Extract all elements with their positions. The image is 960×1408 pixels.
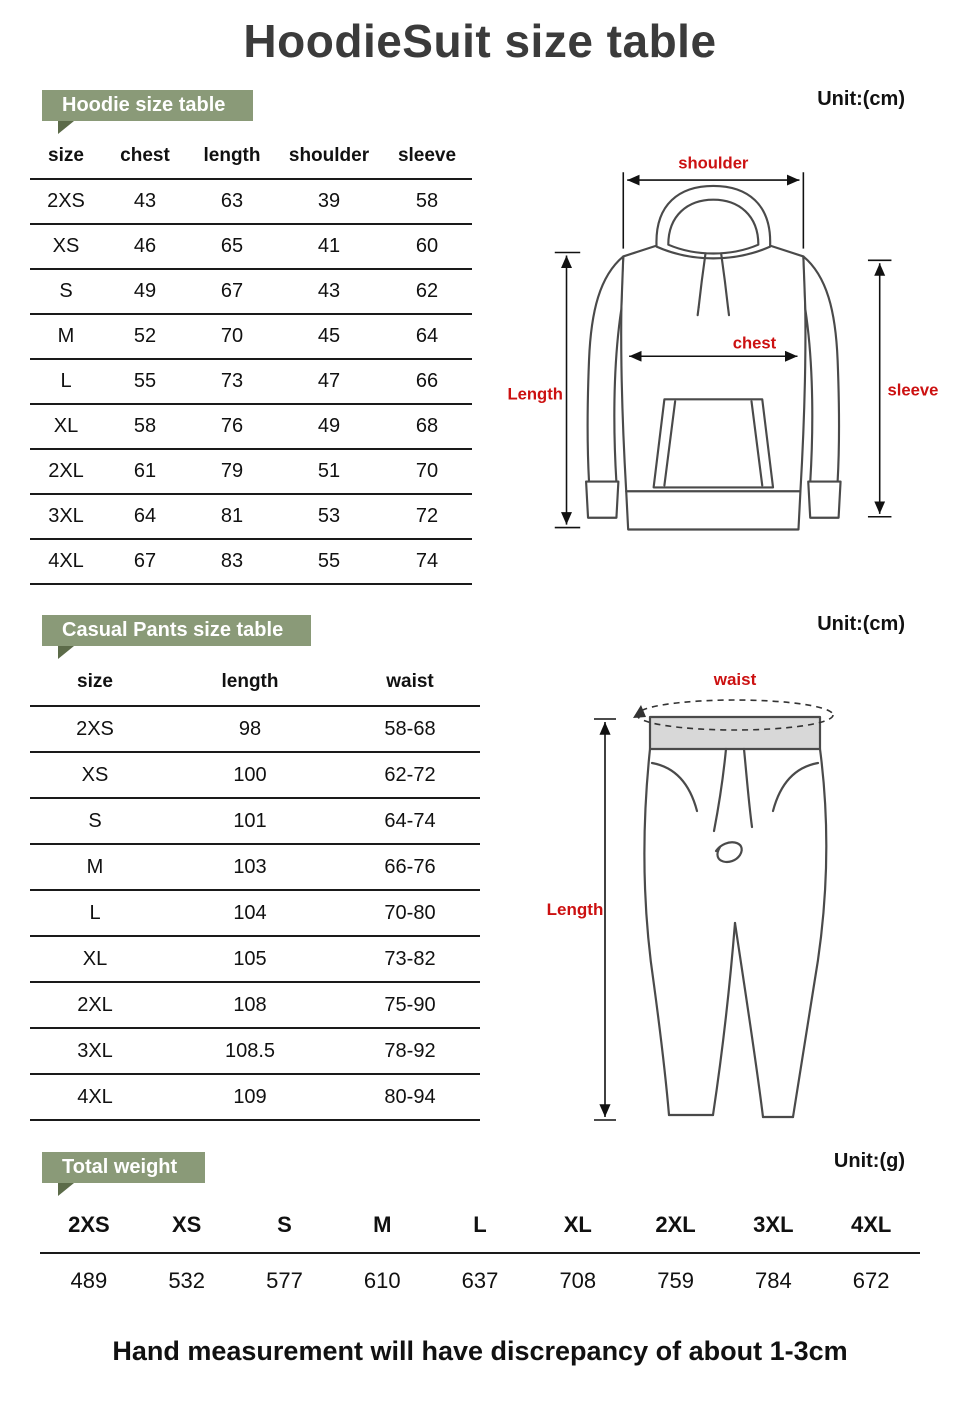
table-cell: 66-76 [340,844,480,890]
table-row [30,494,472,539]
table-cell: 68 [382,404,472,449]
table-cell: 74 [382,539,472,584]
sleeve-label: sleeve [887,380,939,400]
measurement-note: Hand measurement will have discrepancy of about 1-3cm [112,1336,848,1366]
table-cell: 101 [160,798,340,844]
page-title: HoodieSuit size table [243,15,717,67]
table-cell: S [30,798,160,844]
table-row [30,539,472,584]
hoodie-measurement-drawing [498,148,958,588]
table-cell: L [30,359,102,404]
weight-section-badge-label: Total weight [62,1156,178,1178]
hoodie-unit-label: Unit:(cm) [817,88,905,110]
column-header: shoulder [276,133,382,179]
table-row [30,844,480,890]
table-cell: 103 [160,844,340,890]
column-header: size [30,658,160,706]
table-cell: L [30,890,160,936]
table-cell: 60 [382,224,472,269]
table-cell: 51 [276,449,382,494]
table-cell: 67 [102,539,188,584]
table-cell: 100 [160,752,340,798]
table-cell: XL [30,936,160,982]
shoulder-label: shoulder [678,153,749,173]
table-cell: 73 [188,359,276,404]
pants-outline [644,717,826,1117]
hoodie-outline [586,186,840,530]
table-cell: 49 [102,269,188,314]
pants-measurement-drawing [545,665,945,1135]
table-row [30,798,480,844]
table-row [30,359,472,404]
table-cell: 79 [188,449,276,494]
table-cell: 45 [276,314,382,359]
table-row [30,404,472,449]
table-cell: 66 [382,359,472,404]
column-header: size [30,133,102,179]
table-cell: 78-92 [340,1028,480,1074]
chest-label: chest [732,333,777,353]
table-row [30,752,480,798]
table-cell: 104 [160,890,340,936]
weight-value: 784 [755,1268,792,1293]
table-cell: 4XL [30,1074,160,1120]
table-cell: 55 [102,359,188,404]
weight-value: 577 [266,1268,303,1293]
total-weight-table [40,1198,920,1308]
table-cell: 58-68 [340,706,480,752]
table-row [30,179,472,224]
table-cell: XS [30,224,102,269]
size-label: XS [171,1212,202,1237]
table-cell: 109 [160,1074,340,1120]
table-cell: 108.5 [160,1028,340,1074]
column-header: waist [340,658,480,706]
table-cell: XS [30,752,160,798]
hoodie-diagram [498,148,958,593]
weight-value: 672 [852,1268,890,1293]
pants-section-badge-label: Casual Pants size table [62,619,284,641]
table-cell: 64 [382,314,472,359]
table-cell: M [30,314,102,359]
table-row [30,982,480,1028]
table-row [30,1074,480,1120]
size-label: 3XL [753,1212,794,1237]
table-cell: 52 [102,314,188,359]
table-cell: 43 [276,269,382,314]
table-cell: 4XL [30,539,102,584]
length-label: Length [546,900,604,919]
table-cell: 70 [382,449,472,494]
table-row [30,706,480,752]
size-label: 2XS [68,1212,110,1237]
table-cell: 65 [188,224,276,269]
pants-size-table [30,658,480,1121]
table-row [30,269,472,314]
pants-unit-label: Unit:(cm) [817,613,905,635]
table-row [30,1028,480,1074]
weight-value-row [40,1254,920,1308]
column-header: length [160,658,340,706]
table-cell: 81 [188,494,276,539]
table-cell: 62 [382,269,472,314]
table-cell: 64-74 [340,798,480,844]
hoodie-size-table [30,133,472,585]
table-cell: 63 [188,179,276,224]
size-label: L [473,1212,487,1237]
table-cell: 55 [276,539,382,584]
size-label: 2XL [655,1212,696,1237]
table-cell: 83 [188,539,276,584]
weight-value: 637 [461,1268,499,1293]
waist-label: waist [713,670,757,689]
weight-value: 489 [70,1268,108,1293]
table-cell: 105 [160,936,340,982]
weight-unit-label: Unit:(g) [833,1150,905,1172]
table-cell: 67 [188,269,276,314]
size-label: M [373,1212,392,1237]
table-cell: 70-80 [340,890,480,936]
table-cell: 80-94 [340,1074,480,1120]
table-row [30,936,480,982]
table-cell: 49 [276,404,382,449]
size-label: S [277,1212,292,1237]
table-cell: 108 [160,982,340,1028]
table-cell: 58 [102,404,188,449]
length-label: Length [507,384,563,404]
table-cell: 3XL [30,494,102,539]
table-cell: 64 [102,494,188,539]
table-cell: 73-82 [340,936,480,982]
weight-section-badge [42,1152,205,1183]
table-cell: 70 [188,314,276,359]
table-cell: XL [30,404,102,449]
ribbon-fold-icon [58,1183,74,1196]
column-header: length [188,133,276,179]
size-label: 4XL [850,1212,892,1237]
table-cell: S [30,269,102,314]
weight-value: 610 [363,1268,401,1293]
table-cell: 53 [276,494,382,539]
weight-value: 708 [559,1268,597,1293]
table-cell: 76 [188,404,276,449]
table-cell: 2XL [30,449,102,494]
table-cell: 62-72 [340,752,480,798]
pants-measure-arrows [594,719,616,1120]
table-cell: 43 [102,179,188,224]
table-cell: 58 [382,179,472,224]
table-cell: 46 [102,224,188,269]
table-cell: 2XS [30,706,160,752]
pants-section-badge [42,615,311,646]
pants-diagram [545,665,945,1140]
table-row [30,224,472,269]
weight-size-row [40,1198,920,1252]
table-cell: 41 [276,224,382,269]
table-cell: 98 [160,706,340,752]
table-cell: 72 [382,494,472,539]
weight-value: 532 [168,1268,206,1293]
table-cell: 47 [276,359,382,404]
table-cell: 3XL [30,1028,160,1074]
size-label: XL [563,1212,592,1237]
table-row [30,890,480,936]
column-header: chest [102,133,188,179]
table-cell: 61 [102,449,188,494]
table-header-row [30,658,480,706]
table-row [30,314,472,359]
table-row [30,449,472,494]
hoodie-section-badge [42,90,253,121]
table-cell: 2XS [30,179,102,224]
table-header-row [30,133,472,179]
table-cell: M [30,844,160,890]
hoodie-section-badge-label: Hoodie size table [62,94,226,116]
table-cell: 39 [276,179,382,224]
table-cell: 2XL [30,982,160,1028]
table-cell: 75-90 [340,982,480,1028]
weight-value: 759 [657,1268,694,1293]
column-header: sleeve [382,133,472,179]
